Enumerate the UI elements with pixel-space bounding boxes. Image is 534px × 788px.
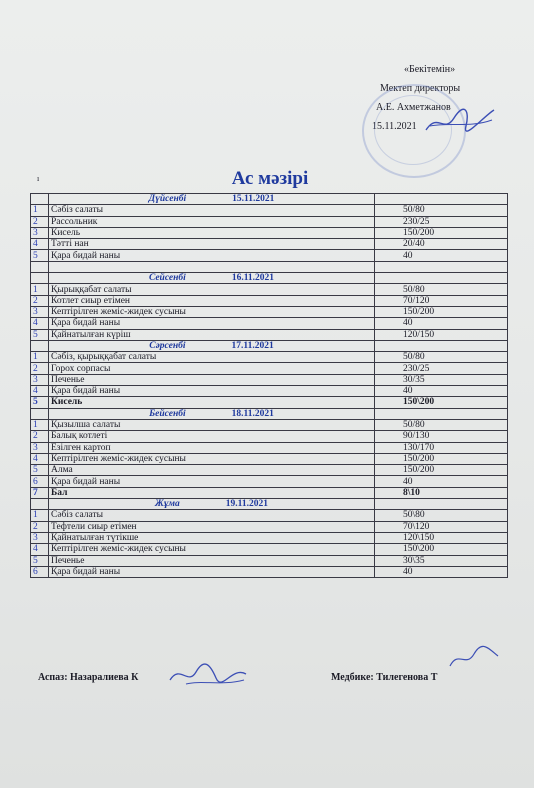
- item-name: Қайнатылған күріш: [49, 329, 375, 340]
- menu-item-row: [31, 205, 508, 216]
- item-number: 3: [31, 227, 49, 238]
- item-number: 2: [31, 363, 49, 374]
- approval-position: Мектеп директоры: [380, 83, 461, 94]
- menu-item-row: [31, 216, 508, 227]
- item-amount: 40: [375, 386, 508, 397]
- approval-heading: «Бекітемін»: [404, 64, 456, 75]
- day-header-row: [31, 499, 508, 510]
- item-name: Кисель: [49, 397, 375, 408]
- item-number: 3: [31, 532, 49, 543]
- day-header-row: [31, 194, 508, 205]
- item-amount: 50\80: [375, 510, 508, 521]
- item-number: 5: [31, 555, 49, 566]
- item-number: 4: [31, 239, 49, 250]
- item-amount: 50/80: [375, 205, 508, 216]
- item-amount: 120\150: [375, 532, 508, 543]
- menu-item-row: [31, 521, 508, 532]
- header-amount-cell: [375, 194, 508, 205]
- day-name: Дүйсенбі: [148, 194, 187, 205]
- day-date: 18.11.2021: [231, 408, 274, 419]
- menu-item-row: [31, 295, 508, 306]
- cook-signature-label: Аспаз: Назаралиева К: [38, 672, 139, 683]
- day-name: Сәрсенбі: [149, 341, 186, 351]
- item-name: Қызылша салаты: [49, 419, 375, 430]
- item-amount: 150/200: [375, 465, 508, 476]
- item-name: Қырыққабат салаты: [49, 284, 375, 295]
- spacer-cell: [49, 261, 375, 272]
- day-name: Бейсенбі: [149, 408, 186, 419]
- item-amount: 40: [375, 250, 508, 261]
- item-number: 3: [31, 306, 49, 317]
- menu-item-row: [31, 532, 508, 543]
- menu-item-row: [31, 419, 508, 430]
- item-number: 4: [31, 318, 49, 329]
- menu-item-row: [31, 476, 508, 487]
- header-amount-cell: [375, 340, 508, 351]
- item-amount: 70/120: [375, 295, 508, 306]
- spacer-cell: [31, 261, 49, 272]
- item-name: Рассольник: [49, 216, 375, 227]
- item-number: 7: [31, 487, 49, 498]
- item-name: Қара бидай наны: [49, 566, 375, 577]
- item-number: 6: [31, 476, 49, 487]
- menu-item-row: [31, 227, 508, 238]
- menu-item-row: [31, 442, 508, 453]
- margin-mark: ı: [37, 174, 40, 183]
- menu-item-row: [31, 374, 508, 385]
- item-name: Қара бидай наны: [49, 386, 375, 397]
- item-amount: 150/200: [375, 306, 508, 317]
- day-name: Сейсенбі: [148, 273, 186, 284]
- item-name: Қара бидай наны: [49, 318, 375, 329]
- header-num-cell: [31, 408, 49, 419]
- item-number: 3: [31, 374, 49, 385]
- item-number: 1: [31, 352, 49, 363]
- header-amount-cell: [375, 499, 508, 510]
- item-amount: 40: [375, 566, 508, 577]
- item-name: Қара бидай наны: [49, 476, 375, 487]
- item-name: Сәбіз салаты: [49, 205, 375, 216]
- item-number: 5: [31, 250, 49, 261]
- item-number: 5: [31, 329, 49, 340]
- item-amount: 50/80: [375, 284, 508, 295]
- day-header-cell: [49, 194, 375, 205]
- item-name: Сәбіз салаты: [49, 510, 375, 521]
- item-name: Кептірілген жеміс-жидек сусыны: [49, 453, 375, 464]
- item-number: 1: [31, 205, 49, 216]
- menu-item-row: [31, 544, 508, 555]
- menu-item-row: [31, 329, 508, 340]
- item-amount: 150\200: [375, 397, 508, 408]
- item-number: 2: [31, 521, 49, 532]
- item-amount: 120/150: [375, 329, 508, 340]
- item-name: Кептірілген жеміс-жидек сусыны: [49, 306, 375, 317]
- spacer-cell: [375, 261, 508, 272]
- item-number: 4: [31, 453, 49, 464]
- day-header-row: [31, 340, 508, 351]
- menu-item-row: [31, 465, 508, 476]
- item-name: Балық котлеті: [49, 431, 375, 442]
- item-number: 3: [31, 442, 49, 453]
- item-name: Алма: [49, 465, 375, 476]
- menu-item-row: [31, 397, 508, 408]
- menu-item-row: [31, 487, 508, 498]
- menu-item-row: [31, 431, 508, 442]
- header-amount-cell: [375, 273, 508, 284]
- cook-signature: [166, 660, 250, 692]
- item-amount: 50/80: [375, 352, 508, 363]
- approval-director-name: А.Е. Ахметжанов: [376, 102, 451, 113]
- item-name: Кисель: [49, 227, 375, 238]
- item-amount: 150\200: [375, 544, 508, 555]
- item-name: Қара бидай наны: [49, 250, 375, 261]
- item-amount: 30\35: [375, 555, 508, 566]
- day-header-row: [31, 408, 508, 419]
- item-amount: 8\10: [375, 487, 508, 498]
- item-name: Горох сорпасы: [49, 363, 375, 374]
- item-amount: 230/25: [375, 363, 508, 374]
- menu-item-row: [31, 386, 508, 397]
- item-number: 2: [31, 216, 49, 227]
- item-number: 5: [31, 397, 49, 408]
- header-num-cell: [31, 194, 49, 205]
- item-name: Езілген картоп: [49, 442, 375, 453]
- header-amount-cell: [375, 408, 508, 419]
- page-title: Ас мәзірі: [231, 168, 309, 189]
- item-amount: 130/170: [375, 442, 508, 453]
- day-header-cell: [49, 273, 375, 284]
- spacer-row: [31, 261, 508, 272]
- day-date: 16.11.2021: [231, 273, 275, 284]
- item-amount: 90/130: [375, 431, 508, 442]
- day-date: 17.11.2021: [231, 341, 274, 351]
- day-header-cell: [49, 499, 375, 510]
- day-header-cell: [49, 340, 375, 351]
- header-num-cell: [31, 340, 49, 351]
- item-name: Тәтті нан: [49, 239, 375, 250]
- item-number: 4: [31, 544, 49, 555]
- item-amount: 150/200: [375, 227, 508, 238]
- item-number: 5: [31, 465, 49, 476]
- item-number: 2: [31, 295, 49, 306]
- menu-item-row: [31, 453, 508, 464]
- day-date: 19.11.2021: [225, 499, 268, 510]
- menu-table: [30, 193, 508, 578]
- menu-item-row: [31, 250, 508, 261]
- day-header-row: [31, 273, 508, 284]
- item-amount: 30/35: [375, 374, 508, 385]
- item-number: 4: [31, 386, 49, 397]
- item-amount: 70\120: [375, 521, 508, 532]
- item-amount: 20/40: [375, 239, 508, 250]
- menu-item-row: [31, 555, 508, 566]
- approval-date: 15.11.2021: [372, 121, 417, 132]
- item-number: 1: [31, 284, 49, 295]
- menu-item-row: [31, 318, 508, 329]
- item-name: Тефтели сиыр етімен: [49, 521, 375, 532]
- menu-item-row: [31, 239, 508, 250]
- item-name: Печенье: [49, 555, 375, 566]
- item-name: Қайнатылған түтікше: [49, 532, 375, 543]
- item-amount: 230/25: [375, 216, 508, 227]
- director-signature: [420, 104, 500, 140]
- menu-item-row: [31, 363, 508, 374]
- menu-item-row: [31, 306, 508, 317]
- item-name: Печенье: [49, 374, 375, 385]
- menu-item-row: [31, 284, 508, 295]
- menu-item-row: [31, 510, 508, 521]
- item-amount: 40: [375, 476, 508, 487]
- header-num-cell: [31, 273, 49, 284]
- menu-item-row: [31, 566, 508, 577]
- menu-item-row: [31, 352, 508, 363]
- nurse-signature: [446, 644, 502, 674]
- item-number: 1: [31, 510, 49, 521]
- item-number: 6: [31, 566, 49, 577]
- item-number: 1: [31, 419, 49, 430]
- header-num-cell: [31, 499, 49, 510]
- item-amount: 50/80: [375, 419, 508, 430]
- item-name: Бал: [49, 487, 375, 498]
- item-name: Котлет сиыр етімен: [49, 295, 375, 306]
- item-amount: 40: [375, 318, 508, 329]
- day-date: 15.11.2021: [232, 194, 275, 205]
- day-header-cell: [49, 408, 375, 419]
- item-name: Сәбіз, қырыққабат салаты: [49, 352, 375, 363]
- nurse-signature-label: Медбике: Тилегенова Т: [331, 672, 438, 683]
- item-amount: 150/200: [375, 453, 508, 464]
- day-name: Жұма: [155, 499, 180, 510]
- item-name: Кептірілген жеміс-жидек сусыны: [49, 544, 375, 555]
- item-number: 2: [31, 431, 49, 442]
